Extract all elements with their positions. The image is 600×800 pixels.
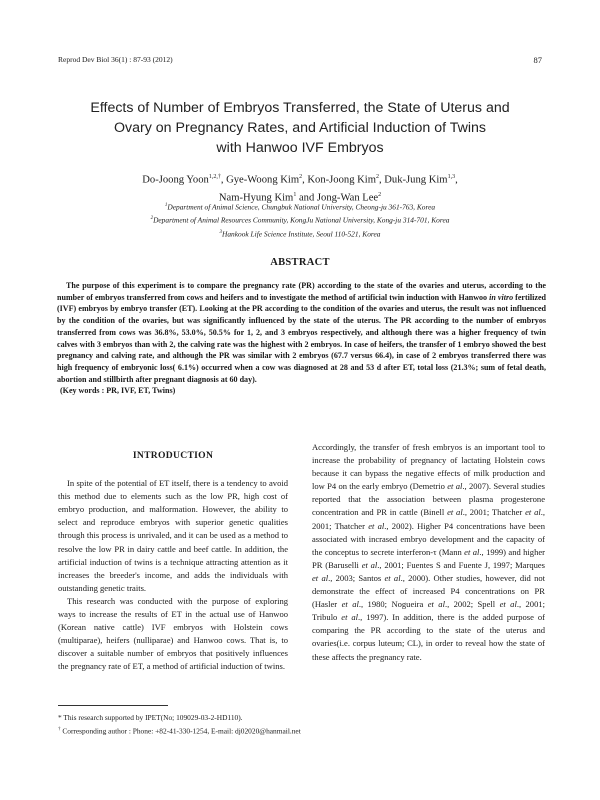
- footnote-text: Corresponding author : Phone: +82-41-330-1254, E-mail: dj02020@hanmail.net: [60, 726, 301, 736]
- author-name: Duk-Jung Kim: [384, 174, 448, 186]
- right-column-paragraph: [312, 441, 545, 664]
- footnote-corresponding: [58, 724, 538, 737]
- affiliation-text: Hankook Life Science Institute, Seoul 110-521, Korea: [222, 229, 381, 239]
- title-line-2: Ovary on Pregnancy Rates, and Artificial Induction of Twins: [114, 120, 486, 136]
- author-affil-sup: 1,3: [447, 174, 456, 180]
- author-conjunction: and: [298, 192, 315, 204]
- body-text: ., 2001; Tribulo: [312, 599, 545, 623]
- body-text: ., 2000). Other studies, however, did not demonstrate the effect of increased P4 concentrations on PR (Hasler: [312, 572, 546, 610]
- author-affil-sup: 2: [375, 174, 379, 180]
- footnote-divider: [58, 705, 168, 706]
- author-name: Nam-Hyung Kim: [218, 192, 294, 204]
- abstract-heading: ABSTRACT: [270, 257, 330, 268]
- abstract-text: fertilized (IVF) embryos by embryo transfer (ET). Looking at the PR according to the condition of the ovaries and uterus, the result was not influenced by the condition of the ovaries, but was significantly influenced by the state of the uterus. The PR according to the number of embryos transferred from cows was 36.8%, 53.0%, 50.5% for 1, 2, and 3 embryos respectively, and although there was a higher frequency of twin calves with 3 embryos than with 2, the calving rate was the highest with 2 embryos. In case of heifers, the transfer of 1 embryo showed the best pregnancy and calving rate, and although the PR was similar with 2 embryos (67.7 versus 66.4), in case of 2 embryos transferred there was high frequency of embryonic loss( 6.1%) occurred when a cow was diagnosed at 28 and 53 d after ET, total loss (21.3%; sum of fetal death, abortion and stillbirth after pregnant diagnosis at 60 day).: [57, 292, 547, 384]
- body-italic: et al: [361, 559, 378, 570]
- abstract-body: [57, 280, 546, 397]
- affiliation-text: Department of Animal Science, Chungbuk National University, Cheong-ju 361-763, Korea: [167, 202, 436, 212]
- author-name: Do-Joong Yoon: [142, 174, 209, 186]
- affiliation-sup: 1: [164, 203, 168, 208]
- affiliation: [60, 227, 540, 240]
- body-italic: et al: [525, 507, 541, 518]
- body-italic: et al: [384, 572, 401, 583]
- affiliation-sup: 2: [150, 216, 154, 222]
- body-italic: et al: [447, 507, 463, 518]
- body-text: ., 1997). In addition, there is the added purpose of comparing the PR according to the state of the uterus and ovaries(i.e. corpus luteum; CL), in order to reveal how the state of these affects the pregnancy rate.: [312, 612, 545, 662]
- body-text: Accordingly, the transfer of fresh embryos is an important tool to increase the probability of pregnancy of lactating Holstein cows because it can bypass the negative effects of milk production and low P4 on the early embryo (Demetrio: [312, 442, 545, 492]
- affiliation: [60, 200, 540, 213]
- affiliation-sup: 3: [219, 229, 223, 235]
- page-number: 87: [533, 55, 542, 65]
- body-text: ., 2003; Santos: [328, 572, 385, 583]
- introduction-heading: INTRODUCTION: [132, 450, 214, 461]
- left-column: [58, 449, 288, 674]
- footnote-sup: †: [58, 727, 61, 732]
- body-text: ., 2001; Thatcher: [462, 507, 526, 518]
- body-text: ., 2002; Spell: [444, 599, 500, 610]
- author-affil-sup: 2: [378, 191, 382, 198]
- affiliation-text: Department of Animal Resources Community, KongJu National University, Kong-ju 314-701, Korea: [153, 215, 450, 225]
- keywords: (Key words : PR, IVF, ET, Twins): [60, 386, 176, 396]
- author-name: Gye-Woong Kim: [226, 174, 300, 186]
- body-italic: et al: [341, 599, 359, 610]
- body-italic: et al: [368, 520, 385, 531]
- body-text: ., 1999) and higher PR (Baruselli: [312, 546, 545, 570]
- title-line-3: with Hanwoo IVF Embryos: [216, 140, 384, 156]
- affiliation-list: [60, 200, 540, 240]
- abstract-paragraph: [57, 280, 546, 385]
- author-affil-sup: 2: [299, 174, 303, 180]
- affiliation: [60, 213, 540, 226]
- introduction-paragraph-1: In spite of the potential of ET itself, there is a tendency to avoid this method due to elements such as the low PR, high cost of embryo production, and malformation. However, the ability to select and reproduce embryos with superior genetic qualities through this process is unrivaled, and it can be used as a method to resolve the low PR in dairy cattle and beef cattle. In addition, the artificial induction of twins is a technique attracting attention as it increases the breeder's income, and adds the individuals with outstanding genetic traits.: [58, 478, 288, 593]
- body-italic: et al: [341, 612, 359, 623]
- author-name: Jong-Wan Lee: [316, 192, 379, 204]
- right-column: [312, 441, 545, 664]
- journal-citation: Reprod Dev Biol 36(1) : 87-93 (2012): [58, 55, 173, 64]
- abstract-italic: in vitro: [489, 292, 514, 302]
- body-italic: et al: [464, 546, 480, 557]
- body-text: ., 1980; Nogueira: [358, 599, 428, 610]
- body-text: ., 2001; Thatcher: [312, 507, 546, 531]
- footnote-funding: * This research supported by IPET(No; 109029-03-2-HD110).: [58, 713, 243, 722]
- introduction-paragraph-2: This research was conducted with the purpose of exploring ways to increase the results of ET in the actual use of Hanwoo (Korean native cattle) IVF embryos with Holstein cows (multiparae), heifers (nulliparae) and Hanwoo cows. That is, to discover a suitable number of embryos that positively influences the pregnancy rate of ET, a method of artificial induction of twins.: [58, 595, 288, 672]
- author-affil-sup: 1: [293, 191, 297, 198]
- body-text: ., 2002). Higher P4 concentrations have been associated with incrased embryo development and the capacity of the conceptus to secrete interferon-τ (Mann: [312, 520, 545, 557]
- body-italic: et al: [499, 599, 517, 610]
- body-text: ., 2001; Fuentes S and Fuente J, 1997; Marques: [377, 559, 545, 570]
- body-italic: et al: [312, 572, 329, 583]
- body-text: ., 2007). Several studies reported that the association between plasma progesterone concentration and PR in cattle (Binell: [312, 481, 545, 518]
- article-title: [40, 98, 560, 158]
- title-line-1: Effects of Number of Embryos Transferred, the State of Uterus and: [90, 100, 510, 116]
- author-line-1: Do-Joong Yoon$^{1,2,\dagger}$, Gye-Woong Kim$^2$, Kon-Joong Kim$^2$, Duk-Jung Kim$^{1,3}$,: [142, 174, 458, 186]
- body-italic: et al: [447, 481, 463, 492]
- footnotes: [58, 712, 538, 737]
- author-affil-sup: 1,2,†: [208, 174, 221, 180]
- author-name: Kon-Joong Kim: [307, 174, 376, 186]
- abstract-text: The purpose of this experiment is to compare the pregnancy rate (PR) according to the state of the ovaries and uterus, according to the number of embryos transferred from cows and heifers and to investigate the method of artificial twin induction with Hanwoo: [57, 281, 546, 302]
- body-italic: et al: [427, 599, 445, 610]
